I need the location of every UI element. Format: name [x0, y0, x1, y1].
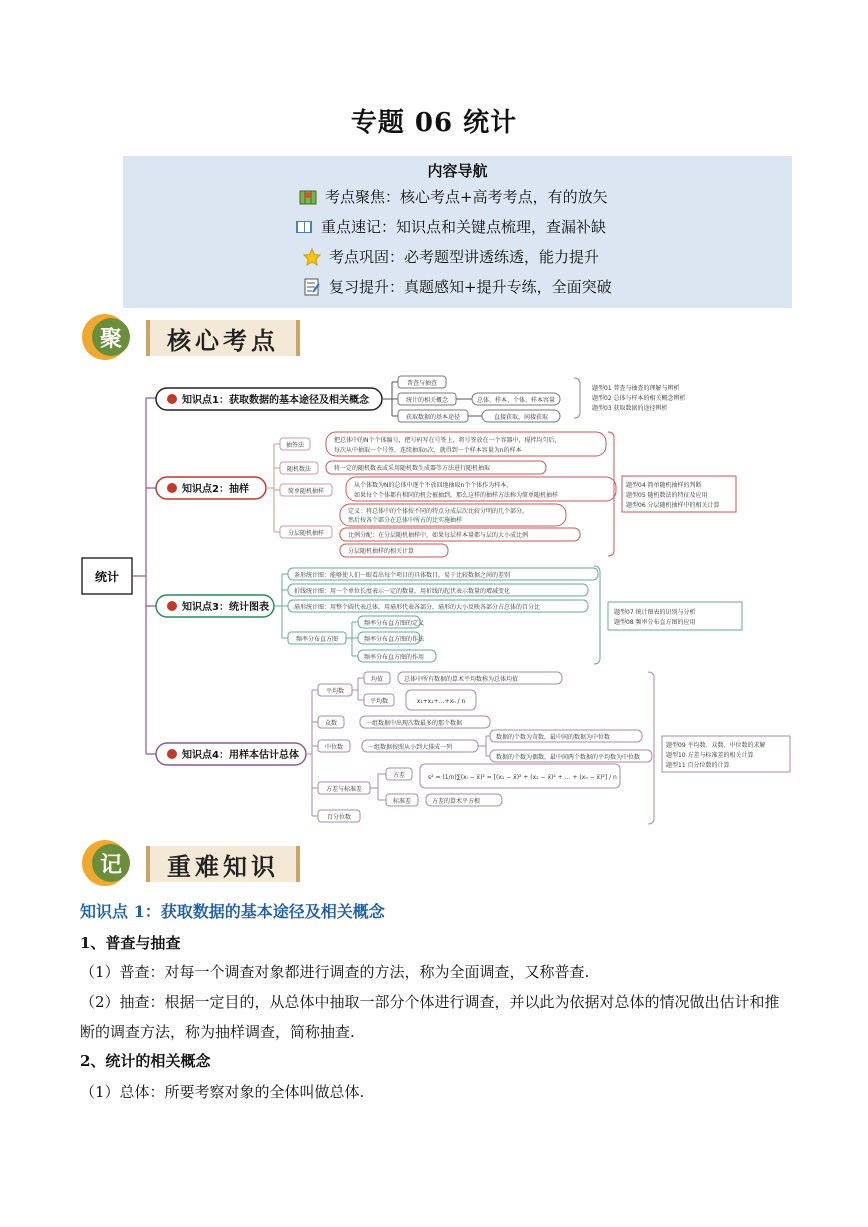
svg-text:均值: 均值 — [370, 676, 384, 683]
branch-kp4 — [156, 672, 790, 824]
svg-text:知识点3：统计图表: 知识点3：统计图表 — [182, 602, 269, 613]
mindmap-root — [82, 558, 132, 594]
nav-item-focus — [299, 186, 608, 207]
branch-label: 知识点1：获取数据的基本途径及相关概念 — [182, 395, 369, 406]
svg-text:一组数据中出现次数最多的那个数据: 一组数据中出现次数最多的那个数据 — [366, 720, 463, 727]
svg-text:直接获取、间接获取: 直接获取、间接获取 — [493, 414, 549, 421]
star-icon — [303, 248, 321, 266]
svg-text:比例分配：在分层随机抽样中，如果每层样本量都与层的大小成比例: 比例分配：在分层随机抽样中，如果每层样本量都与层的大小成比例 — [348, 532, 529, 539]
svg-text:随机数法: 随机数法 — [286, 466, 312, 473]
svg-text:x₁+x₂+…+xₙ / n: x₁+x₂+…+xₙ / n — [416, 698, 466, 705]
svg-text:方差的算术平方根: 方差的算术平方根 — [432, 798, 481, 805]
svg-text:分层随机抽样: 分层随机抽样 — [287, 530, 325, 537]
svg-text:众数: 众数 — [324, 720, 338, 727]
svg-text:频率分布直方图的作用: 频率分布直方图的作用 — [364, 654, 425, 661]
svg-text:题型04 简单随机抽样的判断: 题型04 简单随机抽样的判断 — [626, 482, 702, 489]
svg-text:一组数据按照从小到大排成一列: 一组数据按照从小到大排成一列 — [368, 744, 453, 751]
nav-item-notes — [295, 216, 606, 237]
svg-text:题型05 随机数法的特征及应用: 题型05 随机数法的特征及应用 — [626, 492, 708, 499]
badge-banner: 重难知识 — [146, 846, 300, 882]
svg-text:然后按各个部分在总体中所占的比实施抽样: 然后按各个部分在总体中所占的比实施抽样 — [348, 517, 463, 524]
svg-text:题型07 统计图表的识别与分析: 题型07 统计图表的识别与分析 — [614, 609, 696, 616]
svg-text:从个体数为N的总体中逐个不放回地抽取n个个体作为样本，: 从个体数为N的总体中逐个不放回地抽取n个个体作为样本， — [354, 482, 513, 489]
branch-kp1 — [156, 376, 686, 422]
root-label: 统计 — [94, 570, 120, 584]
svg-text:频率分布直方图: 频率分布直方图 — [295, 636, 339, 643]
svg-text:中位数: 中位数 — [324, 744, 344, 751]
svg-text:获取数据的基本途径: 获取数据的基本途径 — [405, 414, 461, 421]
branch-kp3 — [156, 566, 742, 664]
map-icon — [299, 188, 317, 206]
svg-text:每次从中抽取一个号签，连续抽取n次，就得到一个样本容量为n的: 每次从中抽取一个号签，连续抽取n次，就得到一个样本容量为n的样本 — [334, 447, 522, 454]
svg-text:知识点2：抽样: 知识点2：抽样 — [182, 484, 249, 495]
nav-item-text: 复习提升：真题感知+提升专练，全面突破 — [329, 278, 612, 296]
svg-text:把总体中的N个个体编号，把号码写在号签上，将号签放在一个容器: 把总体中的N个个体编号，把号码写在号签上，将号签放在一个容器中，搅拌均匀后， — [334, 437, 561, 444]
svg-text:标准差: 标准差 — [392, 798, 412, 805]
svg-text:折线统计图：用一个单位长度表示一定的数量，用折线的起伏表示数: 折线统计图：用一个单位长度表示一定的数量，用折线的起伏表示数量的增减变化 — [294, 588, 511, 595]
badge-glyph: 记 — [92, 844, 130, 882]
svg-text:题型09 平均数、众数、中位数的求解: 题型09 平均数、众数、中位数的求解 — [666, 742, 766, 749]
svg-text:平均数: 平均数 — [325, 688, 345, 695]
book-icon — [295, 218, 313, 236]
svg-text:百分位数: 百分位数 — [326, 814, 352, 821]
svg-text:数据的个数为奇数，最中间的数据为中位数: 数据的个数为奇数，最中间的数据为中位数 — [496, 734, 611, 741]
svg-text:定义：将总体中的个体按不同的特点分成层次比较分明的几个部分，: 定义：将总体中的个体按不同的特点分成层次比较分明的几个部分， — [348, 508, 529, 515]
paragraph-population: （1）总体：所要考察对象的全体叫做总体. — [80, 1083, 365, 1101]
svg-text:题型02 总体与样本的相关概念辨析: 题型02 总体与样本的相关概念辨析 — [592, 395, 686, 402]
svg-text:方差与标准差: 方差与标准差 — [325, 786, 363, 793]
svg-text:将一定的随机数表或采用随机数生成器等方法进行随机抽取: 将一定的随机数表或采用随机数生成器等方法进行随机抽取 — [334, 465, 491, 472]
svg-text:频率分布直方图的定义: 频率分布直方图的定义 — [364, 620, 425, 627]
section-badge-key — [82, 840, 297, 884]
section-badge-core — [82, 314, 297, 358]
nav-item-text: 考点巩固：必考题型讲透练透，能力提升 — [329, 248, 600, 266]
paragraph-census: （1）普查：对每一个调查对象都进行调查的方法，称为全面调查，又称普查. — [80, 963, 590, 981]
svg-text:抽签法: 抽签法 — [285, 442, 305, 449]
nav-item-review — [303, 276, 612, 297]
svg-text:如果每个个体都有相同的机会被抽到，那么这样的抽样方法称为简单: 如果每个个体都有相同的机会被抽到，那么这样的抽样方法称为简单随机抽样 — [354, 492, 559, 499]
nav-item-text: 考点聚焦：核心考点+高考考点，有的放矢 — [325, 188, 608, 206]
svg-text:条形统计图：能够使人们一眼看出每个项目的具体数目，易于比较数: 条形统计图：能够使人们一眼看出每个项目的具体数目，易于比较数据之间的差别 — [294, 572, 511, 579]
svg-text:扇形统计图：用整个圆代表总体，用扇形代表各部分，扇形的大小反: 扇形统计图：用整个圆代表总体，用扇形代表各部分，扇形的大小反映各部分占总体的百分比 — [294, 604, 541, 611]
svg-text:题型10 方差与标准差的相关计算: 题型10 方差与标准差的相关计算 — [666, 752, 754, 759]
nav-item-practice — [303, 246, 599, 267]
svg-text:普查与抽查: 普查与抽查 — [406, 380, 438, 387]
badge-banner: 核心考点 — [146, 320, 300, 356]
svg-text:总体、样本、个体、样本容量: 总体、样本、个体、样本容量 — [476, 397, 556, 404]
svg-text:题型08 频率分布直方图的应用: 题型08 频率分布直方图的应用 — [614, 619, 696, 626]
sub-heading-survey: 1、普查与抽查 — [80, 934, 181, 952]
knowledge-point-heading: 知识点 1：获取数据的基本途径及相关概念 — [80, 902, 385, 921]
mind-map — [76, 370, 792, 830]
svg-text:方差: 方差 — [392, 772, 406, 779]
badge-glyph: 聚 — [92, 318, 130, 356]
svg-text:题型06 分层随机抽样中的相关计算: 题型06 分层随机抽样中的相关计算 — [626, 502, 720, 509]
svg-text:题型03 获取数据的途径辨析: 题型03 获取数据的途径辨析 — [592, 405, 668, 412]
svg-text:题型11 百分位数的计算: 题型11 百分位数的计算 — [666, 762, 730, 769]
svg-text:s² = (1/n)∑(xᵢ − x̄)² = [(x₁ −: s² = (1/n)∑(xᵢ − x̄)² = [(x₁ − x̄)² + (x₂ − x̄)² + … + (xₙ − x̄)²] / n — [428, 774, 617, 781]
nav-item-text: 重点速记：知识点和关键点梳理，查漏补缺 — [321, 218, 607, 236]
checklist-icon — [303, 278, 321, 296]
svg-text:频率分布直方图的作法: 频率分布直方图的作法 — [364, 636, 425, 643]
nav-heading: 内容导航 — [427, 162, 488, 180]
branch-kp2 — [156, 432, 736, 557]
svg-text:简单随机抽样: 简单随机抽样 — [287, 488, 325, 495]
svg-text:统计的相关概念: 统计的相关概念 — [405, 397, 449, 404]
sub-heading-concepts: 2、统计的相关概念 — [80, 1052, 211, 1070]
svg-text:知识点4：用样本估计总体: 知识点4：用样本估计总体 — [182, 750, 299, 761]
svg-text:题型01 普查与抽查的理解与辨析: 题型01 普查与抽查的理解与辨析 — [592, 385, 680, 392]
svg-text:总体中所有数据的算术平均数称为总体均值: 总体中所有数据的算术平均数称为总体均值 — [404, 676, 519, 683]
content-navigation-box — [123, 156, 792, 308]
page-title: 专题 06 统计 — [350, 108, 518, 138]
svg-text:数据的个数为偶数，最中间两个数据的平均数为中位数: 数据的个数为偶数，最中间两个数据的平均数为中位数 — [496, 754, 641, 761]
svg-text:平均数: 平均数 — [369, 698, 389, 705]
paragraph-sampling: （2）抽查：根据一定目的，从总体中抽取一部分个体进行调查，并以此为依据对总体的情况做出估计和推断的调查方法，称为抽样调查，简称抽查. — [80, 993, 780, 1041]
svg-text:分层随机抽样的相关计算: 分层随机抽样的相关计算 — [348, 548, 415, 555]
